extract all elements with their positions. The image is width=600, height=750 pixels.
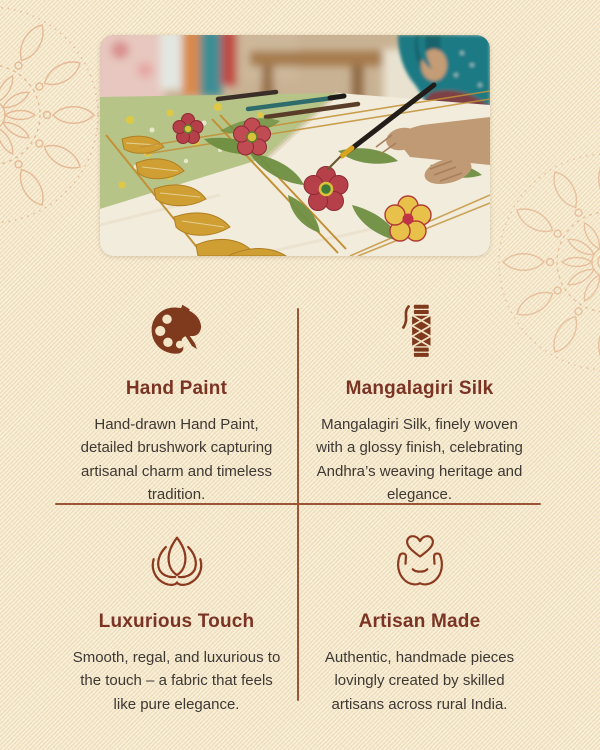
feature-title: Artisan Made [358, 611, 481, 632]
feature-card-luxurious-touch [55, 503, 298, 722]
feature-title: Mangalagiri Silk [345, 378, 494, 399]
hands-holding-heart-icon [391, 533, 449, 591]
feature-card-hand-paint [55, 296, 298, 503]
grid-divider-horizontal [55, 503, 541, 505]
feature-title: Hand Paint [125, 378, 228, 399]
hero-photo-illustration [100, 35, 490, 256]
feature-card-artisan-made [298, 503, 541, 722]
paint-palette-icon [148, 302, 206, 360]
thread-spool-icon [392, 302, 448, 360]
lotus-icon [147, 534, 207, 590]
mandala-ornament-top-left [0, 0, 110, 235]
feature-title: Luxurious Touch [98, 611, 255, 632]
hero-photo [100, 35, 490, 256]
feature-description: Smooth, regal, and luxurious to the touch – a fabric that feels like pure elegance. [72, 649, 281, 713]
feature-card-mangalagiri-silk [298, 296, 541, 503]
feature-description: Mangalagiri Silk, finely woven with a glossy finish, celebrating Andhra’s weaving heritage and elegance. [316, 416, 523, 504]
feature-description: Hand-drawn Hand Paint, detailed brushwork capturing artisanal charm and timeless tradition. [80, 416, 273, 504]
feature-description: Authentic, handmade pieces lovingly created by skilled artisans across rural India. [324, 649, 515, 713]
